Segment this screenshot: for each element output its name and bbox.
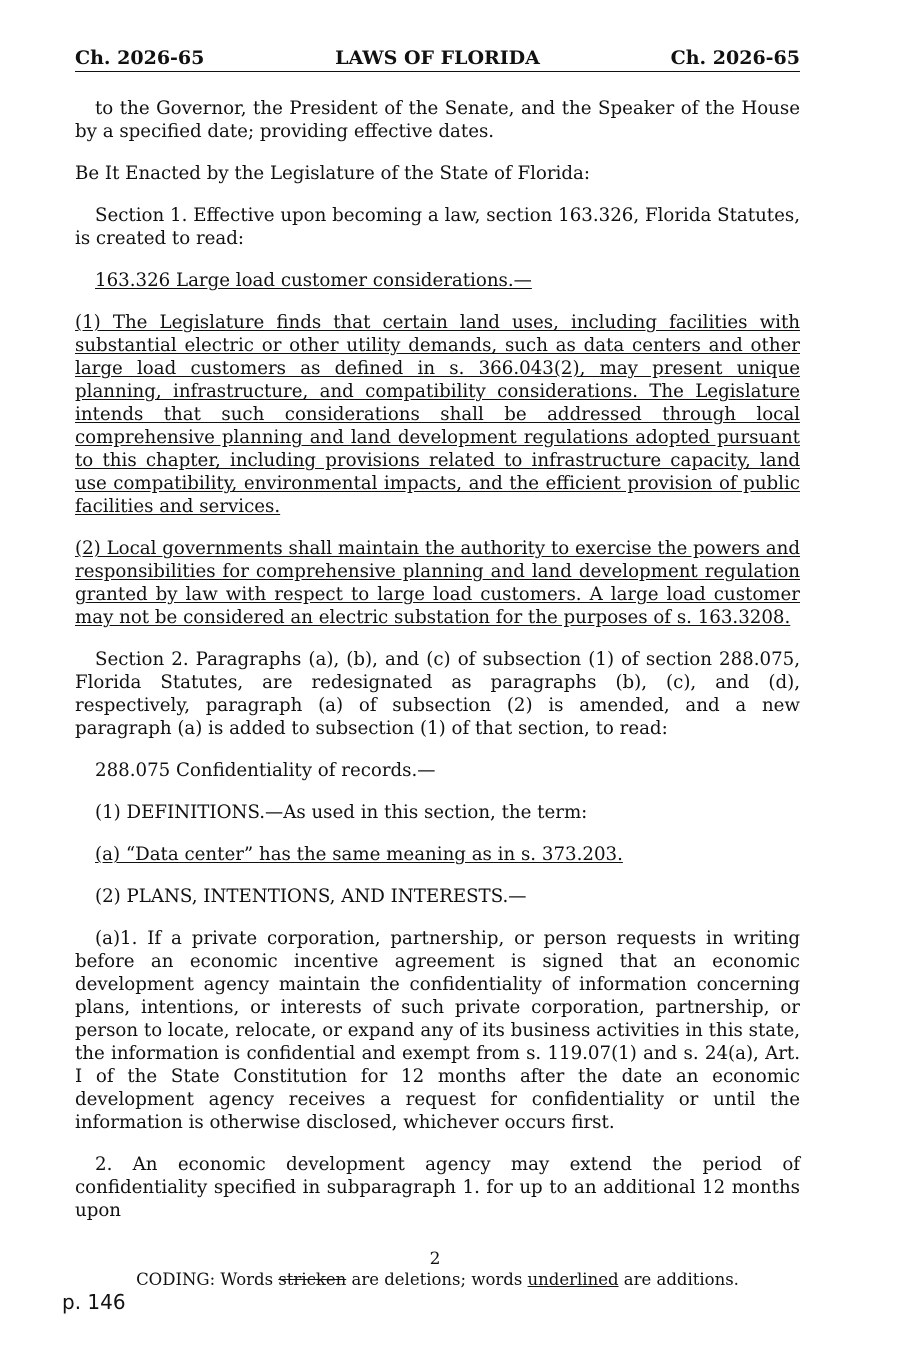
plans-intentions-heading: (2) PLANS, INTENTIONS, AND INTERESTS.— — [95, 886, 527, 907]
document-body — [75, 97, 800, 1241]
enacting-clause: Be It Enacted by the Legislature of the State of Florida: — [75, 163, 590, 184]
page-label: p. 146 — [62, 1290, 126, 1314]
subsection-1-legislative-findings — [75, 311, 800, 518]
title-continuation: to the Governor, the President of the Senate, and the Speaker of the House by a specified date; providing effective dates. — [75, 98, 800, 142]
subsection-2-text: (2) Local governments shall maintain the authority to exercise the powers and responsibilities for comprehensive planning and land development regulation granted by law with respect to large load customers. A large load customer may not be considered an electric substation for the purposes of s. 163.3208. — [75, 538, 800, 628]
section-163-326-heading-text: 163.326 Large load customer considerations.— — [95, 270, 532, 291]
paragraph-a1-confidentiality: (a)1. If a private corporation, partnership, or person requests in writing before an economic incentive agreement is signed that an economic development agency maintain the confidentiality of information concerning plans, intentions, or interests of such private corporation, partnership, or person to locate, relocate, or expand any of its business activities in this state, the information is confidential and exempt from s. 119.07(1) and s. 24(a), Art. I of the State Constitution for 12 months after the date an economic development agency receives a request for confidentiality or until the information is otherwise disclosed, whichever occurs first. — [75, 928, 800, 1133]
subsection-2-local-authority — [75, 537, 800, 629]
header-title: LAWS OF FLORIDA — [335, 47, 540, 69]
coding-underlined: underlined — [527, 1270, 619, 1289]
header-chapter-left: Ch. 2026-65 — [75, 47, 205, 69]
paragraph-2-extension: 2. An economic development agency may extend the period of confidentiality specified in subparagraph 1. for up to an additional 12 months upon — [75, 1154, 800, 1221]
data-center-definition — [75, 843, 800, 866]
coding-stricken: stricken — [278, 1270, 347, 1289]
subsection-1-text: (1) The Legislature finds that certain land uses, including facilities with substantial electric or other utility demands, such as data centers and other large load customers as defined in s. 366.043(2), may present unique planning, infrastructure, and compatibility considerations. The Legislature intends that such considerations shall be addressed through local comprehensive planning and land development regulations adopted pursuant to this chapter, including provisions related to infrastructure capacity, land use compatibility, environmental impacts, and the efficient provision of public facilities and services. — [75, 312, 800, 517]
page-number: 2 — [429, 1249, 441, 1269]
page-header — [75, 46, 800, 72]
section-288-075-heading: 288.075 Confidentiality of records.— — [95, 760, 436, 781]
coding-legend — [0, 1270, 875, 1289]
coding-middle: are deletions; words — [346, 1270, 528, 1289]
coding-prefix: CODING: Words — [136, 1270, 279, 1289]
section-163-326-heading — [75, 269, 800, 292]
definitions-heading: (1) DEFINITIONS.—As used in this section, the term: — [95, 802, 588, 823]
section-1-intro: Section 1. Effective upon becoming a law, section 163.326, Florida Statutes, is created to read: — [75, 205, 800, 249]
section-2-intro: Section 2. Paragraphs (a), (b), and (c) of subsection (1) of section 288.075, Florida Statutes, are redesignated as paragraphs (b), (c), and (d), respectively, paragraph (a) of subsection (2) is amended, and a new paragraph (a) is added to subsection (1) of that section, to read: — [75, 649, 800, 739]
header-chapter-right: Ch. 2026-65 — [670, 47, 800, 69]
data-center-definition-text: (a) “Data center” has the same meaning as in s. 373.203. — [95, 844, 623, 865]
coding-suffix: are additions. — [618, 1270, 739, 1289]
